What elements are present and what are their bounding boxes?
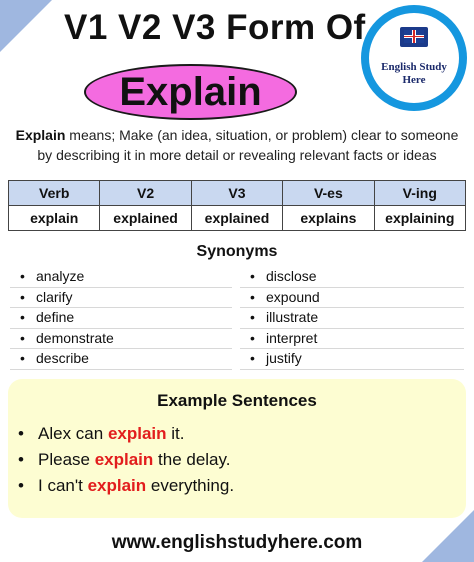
verb-highlight-ellipse [84, 64, 297, 120]
table-header-cell: Verb [9, 181, 100, 206]
table-header-cell: V3 [191, 181, 282, 206]
definition-text [10, 125, 464, 165]
table-cell: explained [191, 206, 282, 231]
logo-text-line1: English Study [381, 61, 447, 73]
page-title: V1 V2 V3 Form Of [64, 8, 366, 47]
website-link[interactable]: www.englishstudyhere.com [111, 532, 363, 553]
site-logo[interactable] [361, 5, 467, 111]
list-item: • demonstrate [10, 329, 232, 350]
example-sentences-list [18, 421, 234, 499]
list-item: • illustrate [240, 308, 464, 329]
list-item: • interpret [240, 329, 464, 350]
table-cell: explaining [374, 206, 465, 231]
sentence-before: Please [38, 450, 95, 469]
example-sentence [18, 421, 234, 447]
list-item: • clarify [10, 288, 232, 309]
example-sentences-box [8, 379, 466, 518]
table-cell: explained [100, 206, 191, 231]
list-item: • justify [240, 349, 464, 370]
sentence-keyword: explain [94, 450, 154, 469]
example-sentence [18, 447, 234, 473]
sentence-after: everything. [146, 476, 235, 495]
table-cell: explains [283, 206, 374, 231]
table-header-cell: V-es [283, 181, 374, 206]
definition-body: means; Make (an idea, situation, or problem) clear to someone by describing it in more detail or revealing relevant facts or ideas [37, 127, 459, 163]
table-header-cell: V-ing [374, 181, 465, 206]
definition-term: Explain [15, 127, 66, 143]
uk-flag-icon [404, 30, 424, 43]
logo-badge [369, 13, 459, 103]
corner-decoration-top-left [0, 0, 52, 52]
list-item: • disclose [240, 267, 464, 288]
table-row [9, 206, 466, 231]
list-item: • define [10, 308, 232, 329]
sentence-keyword: explain [87, 476, 147, 495]
list-item: • analyze [10, 267, 232, 288]
sentence-before: Alex can [38, 424, 108, 443]
verb-forms-table [8, 180, 466, 231]
logo-text-line2: Here [402, 74, 426, 86]
example-sentences-heading: Example Sentences [157, 391, 317, 410]
sentence-after: it. [166, 424, 185, 443]
sentence-keyword: explain [107, 424, 167, 443]
list-item: • describe [10, 349, 232, 370]
verb-word: Explain [119, 69, 262, 114]
sentence-after: the delay. [153, 450, 231, 469]
example-sentence [18, 473, 234, 499]
table-header-cell: V2 [100, 181, 191, 206]
synonyms-list-right [240, 267, 464, 370]
synonyms-heading: Synonyms [196, 243, 278, 260]
table-cell: explain [9, 206, 100, 231]
synonyms-list-left [10, 267, 232, 370]
table-header-row [9, 181, 466, 206]
sentence-before: I can't [38, 476, 88, 495]
list-item: • expound [240, 288, 464, 309]
